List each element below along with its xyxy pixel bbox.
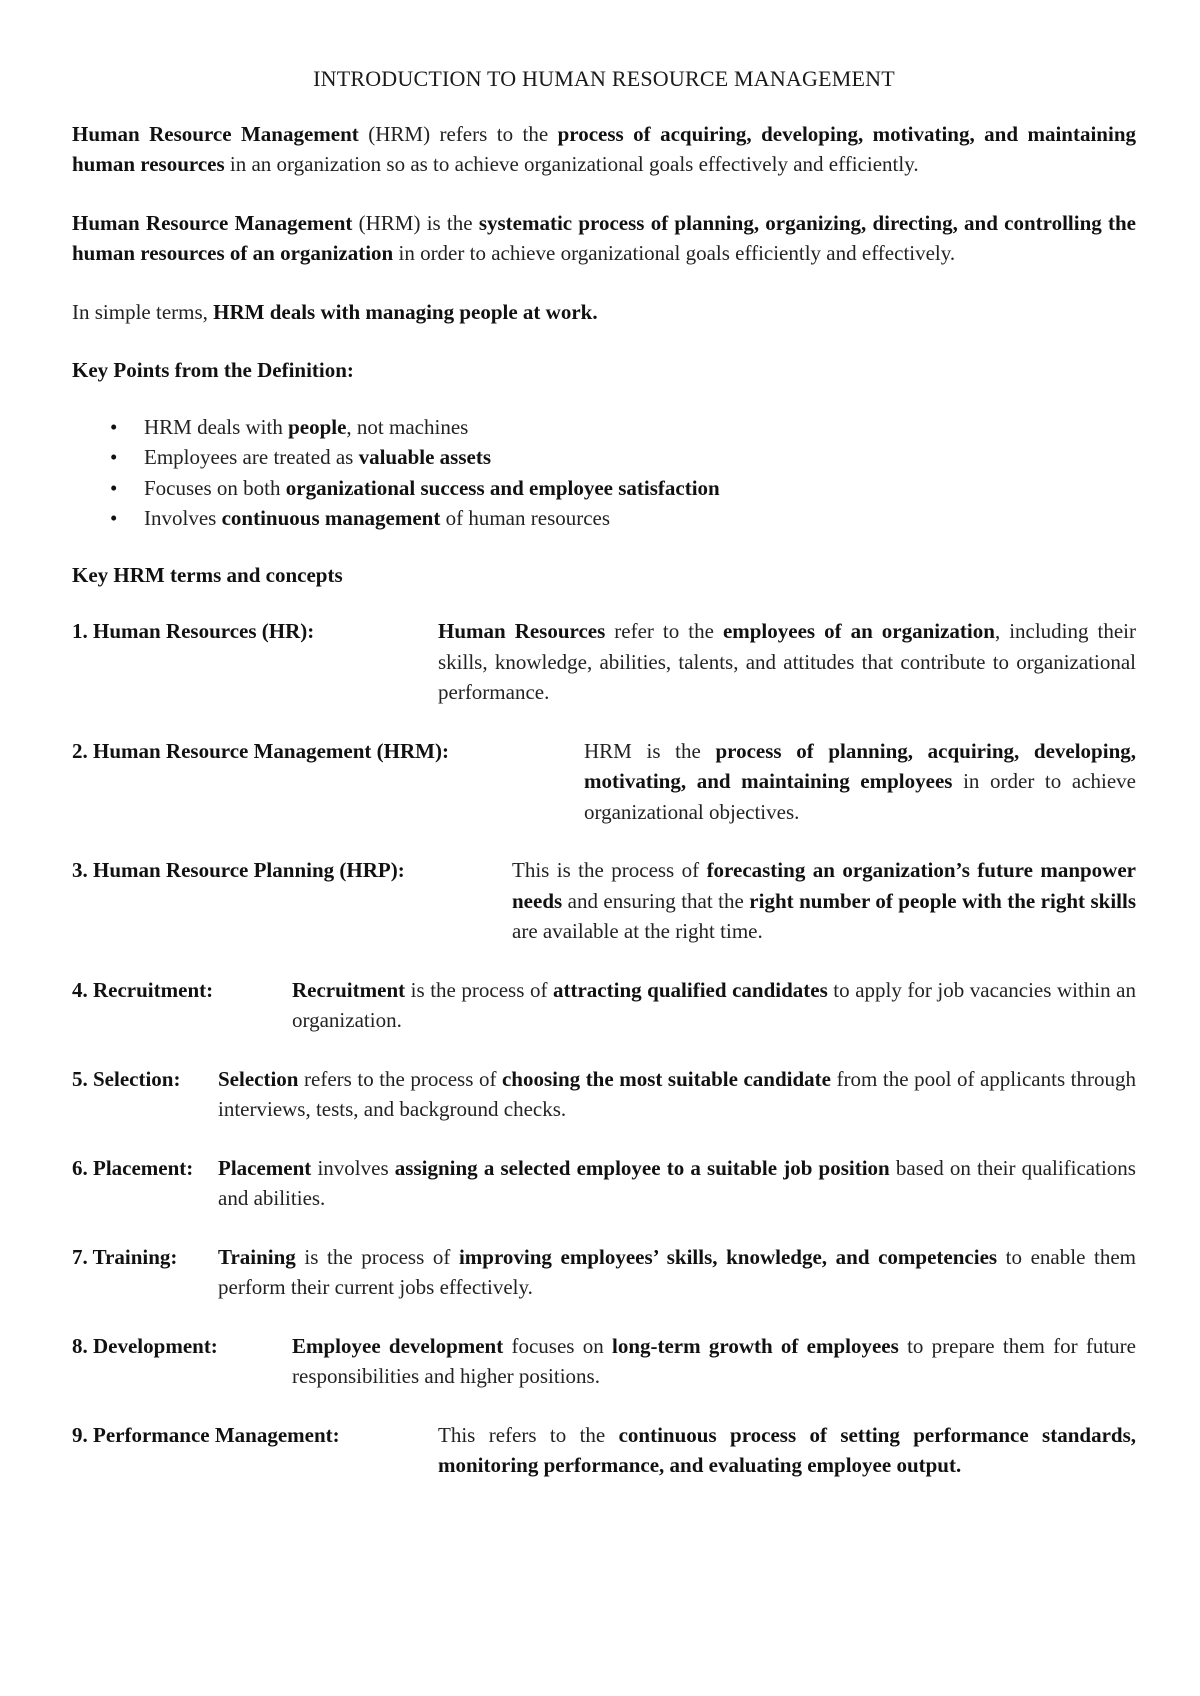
term-definition [292, 1331, 1136, 1392]
term-recruitment [72, 975, 1136, 1036]
term-selection [72, 1064, 1136, 1125]
para2-term: Human Resource Management [72, 210, 353, 235]
definition-text: in order to achieve organizational objectives. [584, 769, 1137, 824]
definition-text: involves [311, 1155, 395, 1180]
definition-emphasis: process of planning, acquiring, developing, motivating, and maintaining employees [584, 738, 1136, 793]
term-performance-management [72, 1420, 1136, 1481]
bullet-text: Employees are treated as [144, 445, 359, 469]
definition-emphasis: right number of people with the right skills [749, 888, 1137, 913]
definition-emphasis: attracting qualified candidates [553, 977, 828, 1002]
term-training [72, 1242, 1136, 1303]
definition-emphasis: forecasting an organization’s future manpower needs [512, 858, 1136, 913]
document-page [72, 64, 1136, 1509]
term-definition [512, 855, 1136, 947]
definition-emphasis: Recruitment [292, 977, 406, 1002]
definition-paragraph-2 [72, 208, 1136, 269]
term-label: 3. Human Resource Planning (HRP): [72, 858, 405, 882]
definition-text: HRM is the [584, 738, 716, 763]
para1-emphasis: process of acquiring, developing, motivating, and maintaining human resources [72, 121, 1136, 176]
definition-emphasis: Training [218, 1244, 296, 1269]
definition-text: This is the process of [512, 858, 707, 882]
definition-text: and ensuring that the [562, 888, 750, 913]
term-label: 4. Recruitment: [72, 977, 214, 1002]
key-points-list [72, 412, 1136, 534]
para2-emphasis: systematic process of planning, organizing, directing, and controlling the human resources of an organization [72, 210, 1136, 265]
bullet-text-end: , not machines [346, 414, 469, 439]
definition-text: to apply for job vacancies within an organization. [292, 977, 1136, 1032]
term-label: 8. Development: [72, 1333, 218, 1358]
term-definition [218, 1153, 1136, 1214]
term-human-resources [72, 616, 1136, 708]
list-item [144, 412, 1136, 443]
term-label: 5. Selection: [72, 1066, 181, 1091]
bullet-text: HRM deals with [144, 414, 289, 439]
bullet-emphasis: continuous management [221, 506, 441, 530]
page-title: INTRODUCTION TO HUMAN RESOURCE MANAGEMENT [313, 66, 895, 91]
list-item [144, 473, 1136, 504]
term-definition [218, 1242, 1136, 1303]
term-definition [292, 975, 1136, 1036]
list-item [144, 503, 1136, 534]
term-hrm [72, 736, 1136, 828]
term-label: 9. Performance Management: [72, 1422, 340, 1447]
definition-emphasis: choosing the most suitable candidate [501, 1066, 831, 1091]
bullet-emphasis: organizational success and employee satisfaction [285, 475, 720, 500]
term-label: 7. Training: [72, 1244, 178, 1269]
definition-emphasis: long-term growth of employees [611, 1333, 899, 1358]
definition-emphasis: Placement [218, 1155, 312, 1180]
term-label: 6. Placement: [72, 1155, 194, 1180]
definition-text: based on their qualifications and abilities. [218, 1155, 1136, 1210]
term-definition [438, 616, 1136, 708]
para1-text-1: (HRM) refers to the [358, 121, 558, 146]
term-label: 1. Human Resources (HR): [72, 619, 315, 643]
simple-terms-paragraph [72, 297, 1136, 328]
term-placement [72, 1153, 1136, 1214]
para2-text-2: in order to achieve organizational goals efficiently and effectively. [393, 241, 956, 265]
term-definition [584, 736, 1136, 828]
definition-text: This refers to the [438, 1422, 619, 1447]
para2-text-1: (HRM) is the [352, 210, 479, 235]
definition-emphasis: Human Resources [438, 619, 606, 643]
definition-text: focuses on [503, 1333, 612, 1358]
para1-term: Human Resource Management [72, 121, 359, 146]
definition-text: to prepare them for future responsibilities and higher positions. [292, 1333, 1136, 1388]
term-development [72, 1331, 1136, 1392]
definition-paragraph-1 [72, 119, 1136, 180]
bullet-emphasis: people [288, 414, 347, 439]
term-label: 2. Human Resource Management (HRM): [72, 738, 449, 763]
para1-text-2: in an organization so as to achieve organizational goals effectively and efficiently. [224, 152, 919, 176]
definition-text: refers to the process of [298, 1066, 502, 1091]
definition-emphasis: Employee development [292, 1333, 504, 1358]
definition-text: from the pool of applicants through interviews, tests, and background checks. [218, 1066, 1136, 1121]
bullet-text: Focuses on both [144, 475, 286, 500]
term-definition [438, 1420, 1136, 1481]
definition-text: refer to the [605, 619, 723, 643]
bullet-text-end: of human resources [440, 506, 611, 530]
para3-text: In simple terms, [72, 299, 214, 324]
definition-emphasis: continuous process of setting performance standards, monitoring performance, and evaluating employee output. [438, 1422, 1136, 1477]
definition-text: to enable them perform their current jobs effectively. [218, 1244, 1137, 1299]
terms-heading: Key HRM terms and concepts [72, 562, 343, 587]
definition-emphasis: improving employees’ skills, knowledge, and competencies [458, 1244, 998, 1269]
para3-emphasis: HRM deals with managing people at work. [213, 299, 598, 324]
definition-emphasis: Selection [218, 1066, 299, 1091]
key-points-heading: Key Points from the Definition: [72, 358, 354, 382]
bullet-emphasis: valuable assets [358, 445, 492, 469]
list-item [144, 442, 1136, 473]
term-definition [218, 1064, 1136, 1125]
definition-text: , including their skills, knowledge, abilities, talents, and attitudes that contribute to organizational performance. [438, 619, 1137, 704]
term-hrp [72, 855, 1136, 947]
definition-emphasis: assigning a selected employee to a suitable job position [394, 1155, 890, 1180]
definition-emphasis: employees of an organization [722, 619, 995, 643]
definition-text: is the process of [295, 1244, 459, 1269]
definition-text: are available at the right time. [512, 919, 763, 943]
bullet-text: Involves [144, 506, 222, 530]
definition-text: is the process of [405, 977, 553, 1002]
